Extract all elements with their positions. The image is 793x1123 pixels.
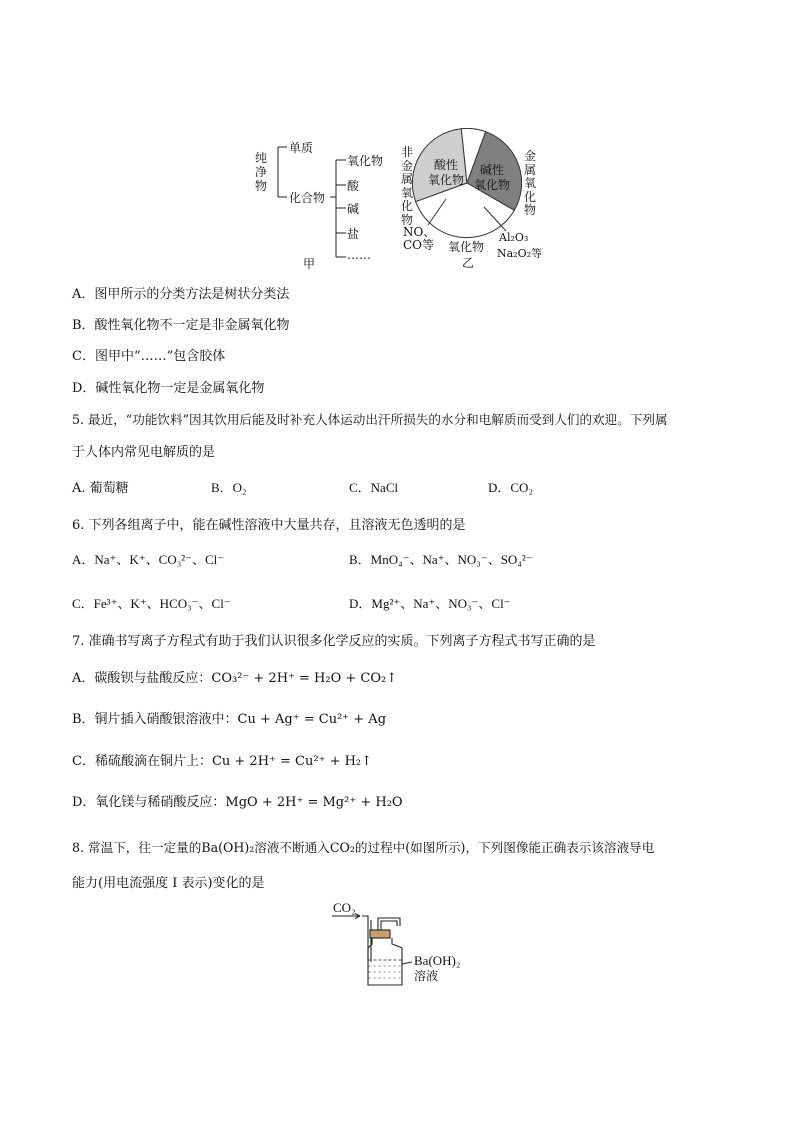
co2-inlet-label: CO₂ bbox=[333, 900, 356, 915]
q4-option-c: C．图甲中“……”包含胶体 bbox=[72, 349, 226, 364]
q7-option-b: B．铜片插入硝酸银溶液中：Cu + Ag⁺ = Cu²⁺ + Ag bbox=[72, 712, 387, 727]
tree-node-oxide: 氧化物 bbox=[347, 154, 384, 168]
nonmetal-oxide-vertical: 非 金 属 氧 化 物 bbox=[401, 145, 414, 227]
solution-label: 溶液 bbox=[414, 969, 439, 983]
q5-option-b: B．O₂ bbox=[211, 480, 247, 495]
q5-option-a: A. 葡萄糖 bbox=[72, 481, 129, 496]
tree-node-acid: 酸 bbox=[347, 179, 360, 193]
q4-option-a: A．图甲所示的分类方法是树状分类法 bbox=[72, 287, 290, 302]
q7-option-c: C．稀硫酸滴在铜片上：Cu + 2H⁺ = Cu²⁺ + H₂↑ bbox=[72, 754, 373, 769]
acidic-oxide-label: 酸性 氧化物 bbox=[428, 158, 465, 187]
q5-option-d: D．CO₂ bbox=[488, 480, 533, 495]
tree-root: 纯 净 物 bbox=[255, 151, 268, 193]
al2o3-label: Al₂O₃ bbox=[499, 231, 529, 244]
q8-stem-line2: 能力(用电流强度 I 表示)变化的是 bbox=[72, 876, 265, 891]
na2o2-label: Na₂O₂等 bbox=[497, 247, 543, 260]
q6-option-a: A．Na⁺、K⁺、CO₃²⁻、Cl⁻ bbox=[72, 552, 225, 567]
baoh2-label: Ba(OH)₂ bbox=[414, 953, 461, 968]
q7-option-a: A．碳酸钡与盐酸反应：CO₃²⁻ + 2H⁺ = H₂O + CO₂↑ bbox=[72, 671, 398, 686]
q5-stem-line1: 5. 最近，“功能饮料”因其饮用后能及时补充人体运动出汗所损失的水分和电解质而受到人们的欢迎。下列属 bbox=[72, 412, 668, 427]
basic-oxide-label: 碱性 氧化物 bbox=[474, 163, 511, 192]
metal-oxide-vertical: 金 属 氧 化 物 bbox=[524, 149, 537, 217]
gas-bottle-drawing bbox=[330, 912, 420, 990]
q4-option-d: D．碱性氧化物一定是金属氧化物 bbox=[72, 381, 265, 396]
figure-jia-label: 甲 bbox=[303, 257, 316, 271]
q6-option-b: B．MnO₄⁻、Na⁺、NO₃⁻、SO₄²⁻ bbox=[349, 552, 533, 567]
q6-stem: 6. 下列各组离子中，能在碱性溶液中大量共存，且溶液无色透明的是 bbox=[72, 518, 466, 533]
q8-stem-line1: 8. 常温下，往一定量的Ba(OH)₂溶液不断通入CO₂的过程中(如图所示)，下列图像能正确表示该溶液导电 bbox=[72, 840, 655, 855]
q7-option-d: D．氧化镁与稀硝酸反应：MgO + 2H⁺ = Mg²⁺ + H₂O bbox=[72, 795, 403, 810]
q7-stem: 7. 准确书写离子方程式有助于我们认识很多化学反应的实质。下列离子方程式书写正确的是 bbox=[72, 634, 596, 649]
q6-option-d: D．Mg²⁺、Na⁺、NO₃⁻、Cl⁻ bbox=[349, 596, 511, 611]
q4-option-b: B．酸性氧化物不一定是非金属氧化物 bbox=[72, 318, 290, 333]
tree-node-salt: 盐 bbox=[347, 227, 360, 241]
tree-node-more: …… bbox=[347, 248, 371, 262]
oxide-label: 氧化物 bbox=[448, 240, 485, 254]
no-co-label: NO、 CO等 bbox=[403, 225, 436, 252]
tree-node-elemental: 单质 bbox=[289, 141, 314, 155]
figure-yi-label: 乙 bbox=[462, 256, 475, 270]
tree-node-base: 碱 bbox=[347, 202, 360, 216]
q5-option-c: C．NaCl bbox=[349, 480, 399, 495]
q6-option-c: C．Fe³⁺、K⁺、HCO₃⁻、Cl⁻ bbox=[72, 596, 231, 611]
q5-stem-line2: 于人体内常见电解质的是 bbox=[72, 445, 216, 460]
tree-node-compound: 化合物 bbox=[289, 191, 326, 205]
